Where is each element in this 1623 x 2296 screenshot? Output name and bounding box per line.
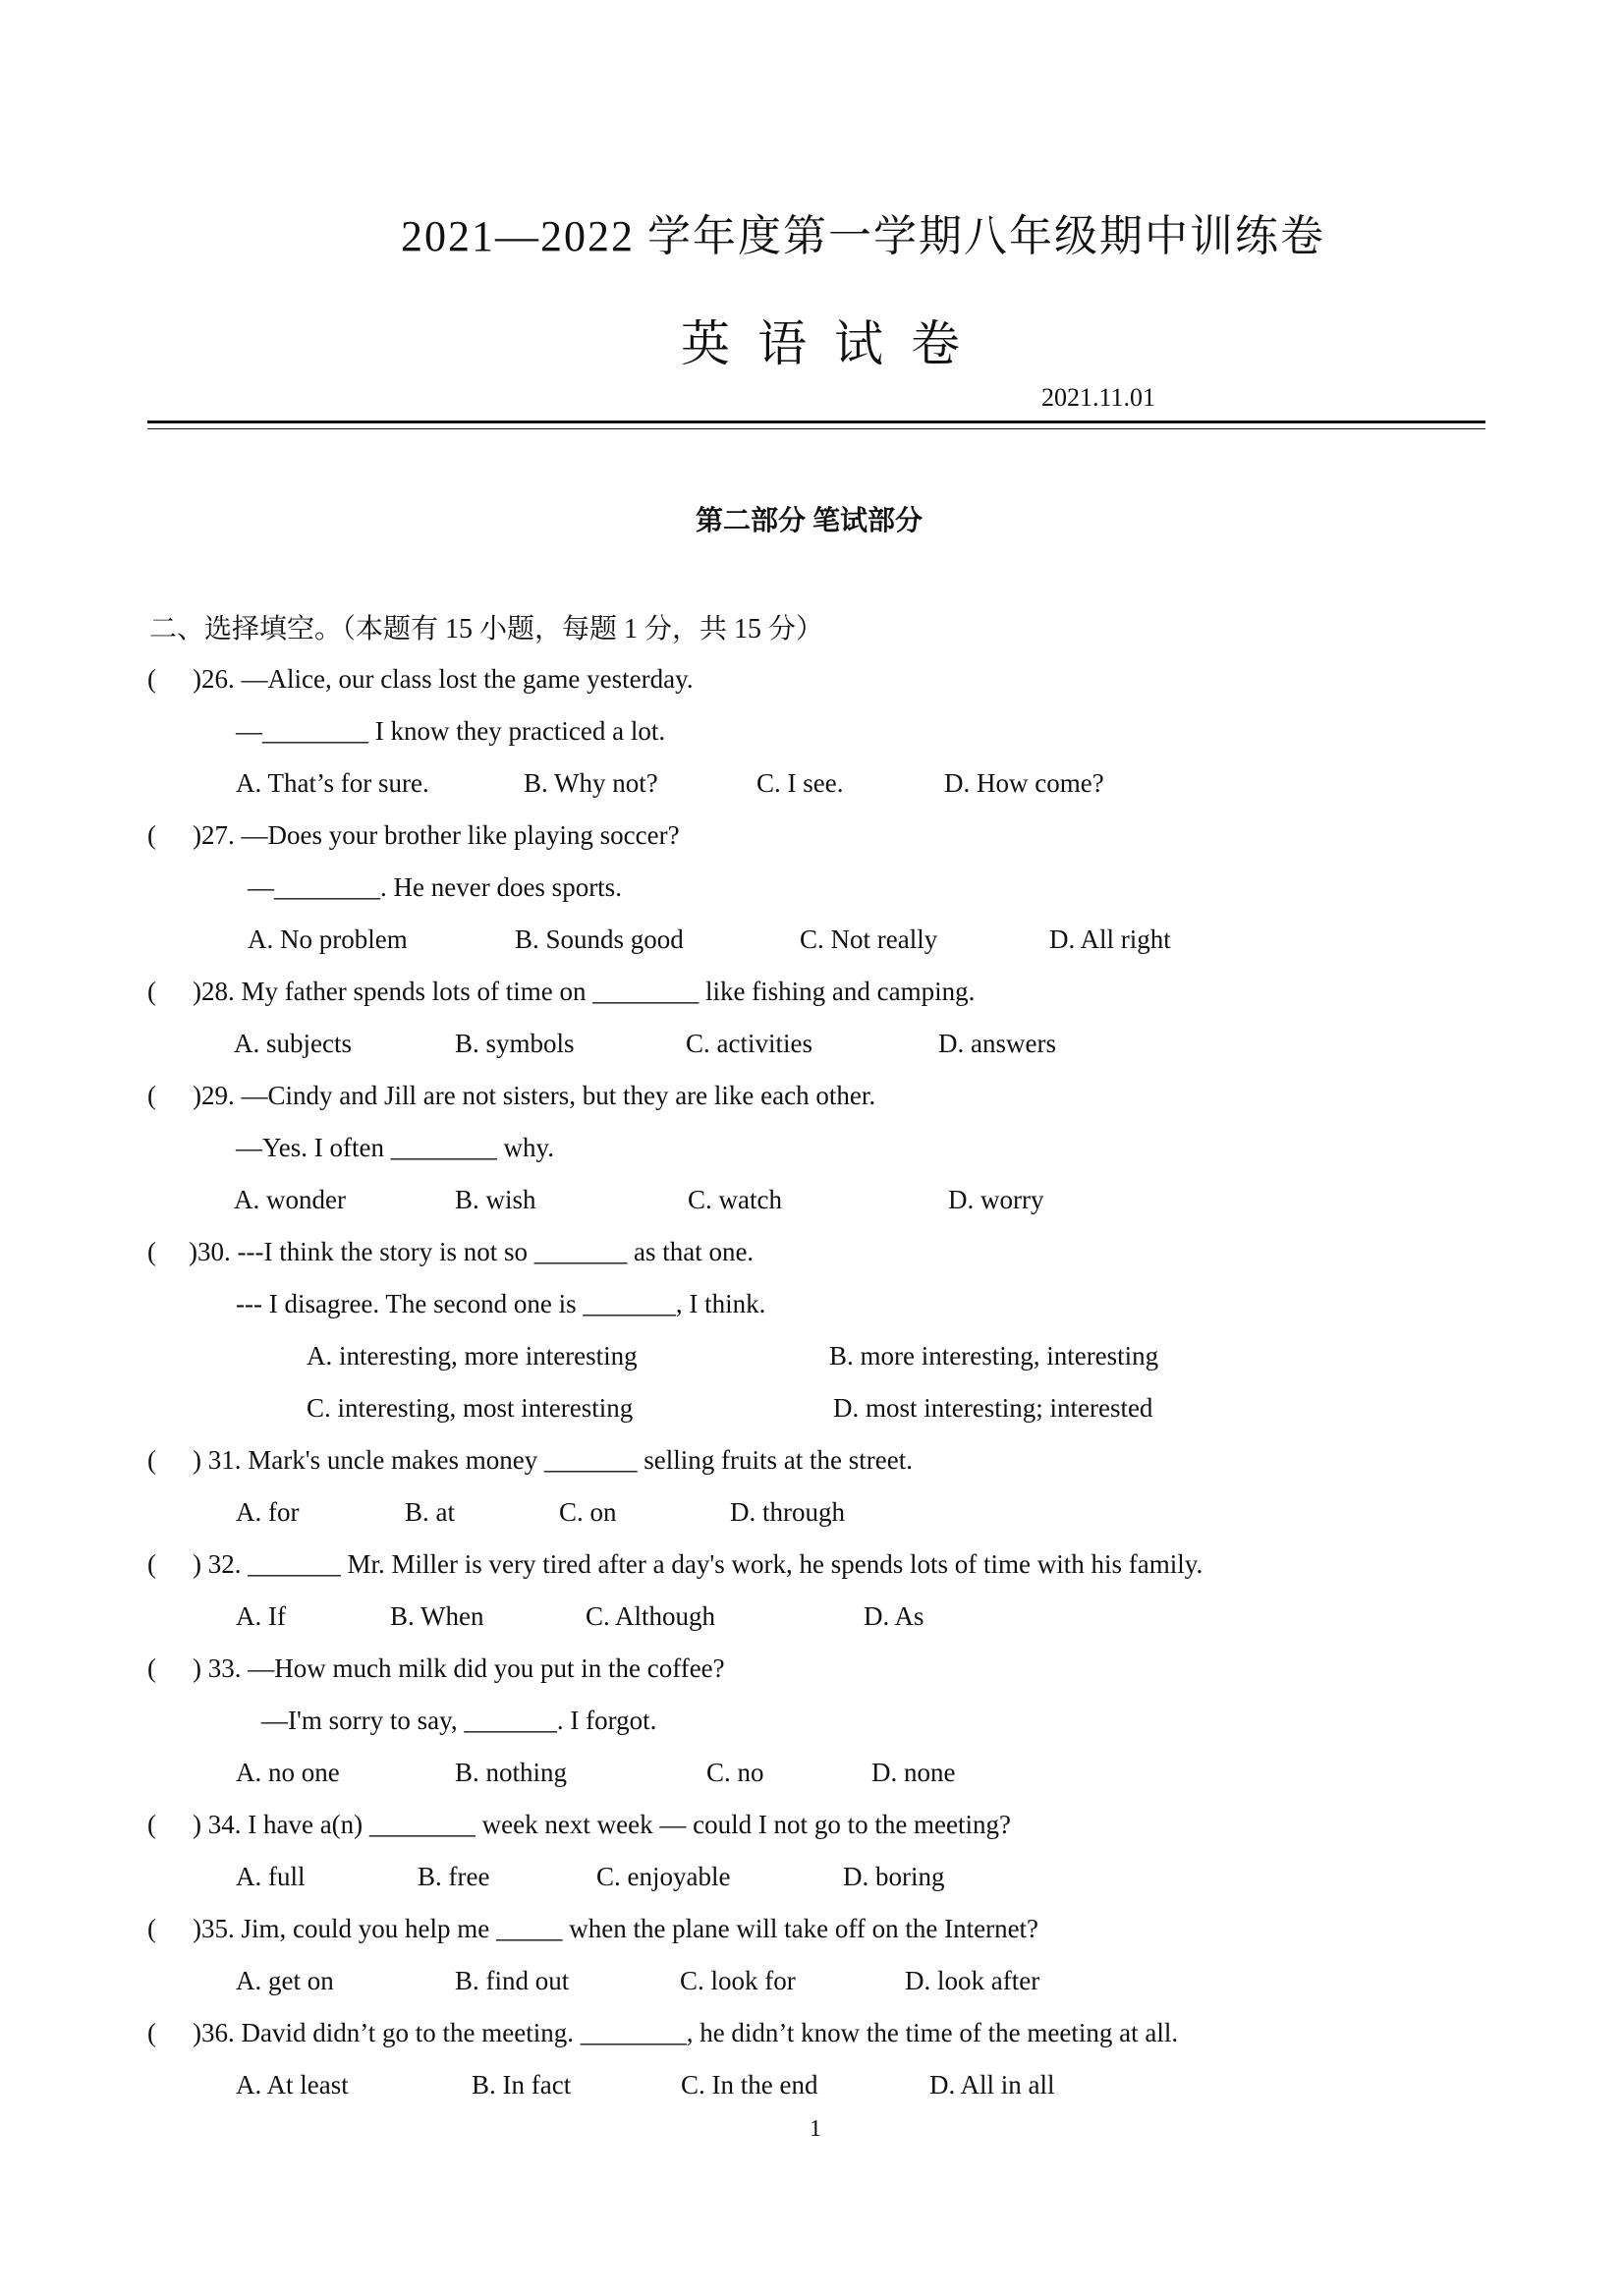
question-stem: )30. ---I think the story is not so _______ as that one. [189, 1237, 755, 1266]
option-a: A. get on [236, 1966, 334, 1995]
option-a: A. interesting, more interesting [307, 1341, 638, 1371]
option-c: C. I see. [756, 768, 844, 798]
option-c: C. on [559, 1497, 617, 1527]
question-stem: )28. My father spends lots of time on ________ like fishing and camping. [193, 977, 976, 1006]
option-a: A. No problem [248, 924, 408, 954]
header-rule-thin [147, 428, 1485, 429]
question-line2: —I'm sorry to say, _______. I forgot. [261, 1706, 657, 1735]
question-line2: --- I disagree. The second one is _______, I think. [236, 1289, 766, 1318]
page-number: 1 [810, 2116, 821, 2142]
answer-paren: ( [147, 1549, 156, 1579]
answer-paren: ( [147, 977, 156, 1006]
exam-date: 2021.11.01 [1041, 383, 1156, 412]
question-line2: —________ I know they practiced a lot. [236, 716, 666, 746]
option-b: B. find out [455, 1966, 570, 1995]
option-a: A. for [236, 1497, 300, 1527]
option-d: D. All right [1049, 924, 1171, 954]
option-d: D. boring [843, 1862, 945, 1891]
option-c: C. enjoyable [596, 1862, 731, 1891]
option-d: D. through [730, 1497, 845, 1527]
option-a: A. If [236, 1601, 286, 1631]
option-c: C. In the end [681, 2070, 818, 2100]
option-d: D. worry [948, 1185, 1044, 1214]
option-c: C. watch [688, 1185, 782, 1214]
answer-paren: ( [147, 1445, 156, 1475]
option-d: D. How come? [944, 768, 1104, 798]
question-stem: ) 31. Mark's uncle makes money _______ selling fruits at the street. [193, 1445, 913, 1475]
answer-paren: ( [147, 1914, 156, 1943]
answer-paren: ( [147, 664, 156, 694]
question-stem: )26. —Alice, our class lost the game yesterday. [193, 664, 694, 694]
question-stem: ) 33. —How much milk did you put in the coffee? [193, 1653, 725, 1683]
option-d: D. answers [938, 1029, 1056, 1058]
option-d: D. As [864, 1601, 924, 1631]
question-line2: —________. He never does sports. [248, 872, 622, 902]
option-b: B. Sounds good [515, 924, 684, 954]
option-b: B. free [418, 1862, 490, 1891]
exam-title: 2021—2022 学年度第一学期八年级期中训练卷 [401, 212, 1325, 260]
question-stem: ) 32. _______ Mr. Miller is very tired after a day's work, he spends lots of time with his family. [193, 1549, 1203, 1579]
option-b: B. nothing [455, 1758, 568, 1787]
option-a: A. That’s for sure. [236, 768, 429, 798]
option-b: B. Why not? [524, 768, 658, 798]
question-stem: )27. —Does your brother like playing soccer? [193, 820, 680, 850]
option-c: C. no [706, 1758, 764, 1787]
answer-paren: ( [147, 2018, 156, 2047]
option-a: A. wonder [234, 1185, 346, 1214]
option-c: C. look for [680, 1966, 796, 1995]
section-title: 二、选择填空。（本题有 15 小题，每题 1 分，共 15 分） [149, 614, 824, 644]
answer-paren: ( [147, 1653, 156, 1683]
option-b: B. symbols [455, 1029, 575, 1058]
option-c: C. interesting, most interesting [307, 1393, 634, 1423]
option-b: B. at [405, 1497, 455, 1527]
answer-paren: ( [147, 1081, 156, 1110]
option-b: B. When [390, 1601, 484, 1631]
question-stem: )36. David didn’t go to the meeting. ________, he didn’t know the time of the meeting at all. [193, 2018, 1179, 2047]
option-a: A. At least [236, 2070, 349, 2100]
option-c: C. Although [586, 1601, 716, 1631]
question-stem: ) 34. I have a(n) ________ week next week — could I not go to the meeting? [193, 1810, 1012, 1839]
option-b: B. wish [455, 1185, 536, 1214]
option-d: D. look after [905, 1966, 1040, 1995]
option-a: A. subjects [234, 1029, 352, 1058]
answer-paren: ( [147, 820, 156, 850]
question-line2: —Yes. I often ________ why. [236, 1133, 554, 1162]
option-a: A. no one [236, 1758, 340, 1787]
question-stem: )35. Jim, could you help me _____ when the plane will take off on the Internet? [193, 1914, 1039, 1943]
option-d: D. none [871, 1758, 956, 1787]
question-stem: )29. —Cindy and Jill are not sisters, but they are like each other. [193, 1081, 876, 1110]
option-c: C. activities [686, 1029, 812, 1058]
header-rule-thick [147, 420, 1485, 423]
exam-subtitle: 英语试卷 [681, 316, 987, 371]
part-title: 第二部分 笔试部分 [696, 506, 923, 536]
answer-paren: ( [147, 1810, 156, 1839]
option-b: B. In fact [472, 2070, 572, 2100]
option-a: A. full [236, 1862, 306, 1891]
option-d: D. most interesting; interested [833, 1393, 1153, 1423]
answer-paren: ( [147, 1237, 156, 1266]
option-d: D. All in all [929, 2070, 1055, 2100]
option-c: C. Not really [800, 924, 938, 954]
option-b: B. more interesting, interesting [829, 1341, 1159, 1371]
